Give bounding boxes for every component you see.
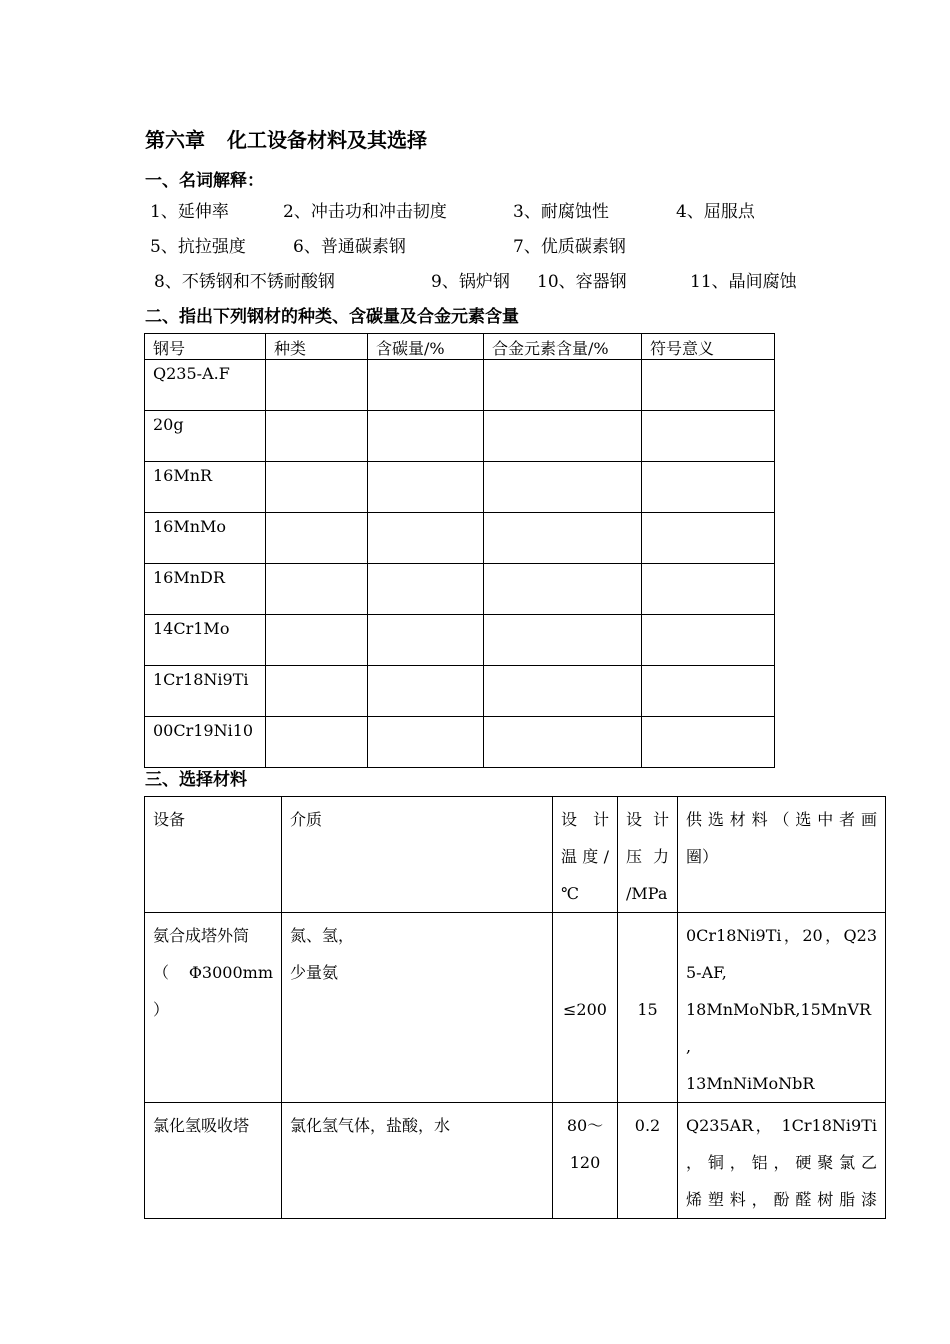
header-line: 设 计 xyxy=(561,810,609,829)
empty-cell xyxy=(642,615,775,666)
cell-line: Q235AR， 1Cr18Ni9Ti xyxy=(686,1116,877,1135)
header-cell-pressure xyxy=(618,797,678,913)
header-cell: 种类 xyxy=(266,334,368,360)
steel-grade-cell: Q235-A.F xyxy=(145,360,266,411)
header-cell: 钢号 xyxy=(145,334,266,360)
empty-cell xyxy=(484,615,642,666)
empty-cell xyxy=(642,513,775,564)
header-line: /MPa xyxy=(626,884,668,903)
section1-heading: 一、名词解释： xyxy=(145,171,264,191)
empty-cell xyxy=(368,513,484,564)
term-item: 3、耐腐蚀性 xyxy=(513,202,609,222)
term-item: 6、普通碳素钢 xyxy=(293,237,406,257)
cell-line: 少量氨 xyxy=(290,963,339,982)
table-row xyxy=(145,666,775,717)
chapter-number: 第六章 xyxy=(145,128,205,152)
table-row xyxy=(145,411,775,462)
empty-cell xyxy=(484,564,642,615)
chapter-name: 化工设备材料及其选择 xyxy=(227,128,427,152)
header-cell: 符号意义 xyxy=(642,334,775,360)
term-item: 5、抗拉强度 xyxy=(150,237,246,257)
table-row xyxy=(145,1103,886,1219)
cell-line: 氮、氢， xyxy=(290,926,355,945)
equipment-cell xyxy=(145,1103,282,1219)
header-cell-temp xyxy=(553,797,618,913)
steel-grade-cell: 00Cr19Ni10 xyxy=(145,717,266,768)
chapter-title xyxy=(145,124,427,153)
temp-cell: ≤200 xyxy=(553,913,618,1103)
empty-cell xyxy=(642,666,775,717)
header-line: 设 计 xyxy=(626,810,669,829)
empty-cell xyxy=(642,717,775,768)
steel-grades-table xyxy=(144,333,775,768)
pressure-cell: 15 xyxy=(618,913,678,1103)
table-row xyxy=(145,615,775,666)
header-line: 圈） xyxy=(686,847,719,866)
steel-grade-cell: 16MnR xyxy=(145,462,266,513)
medium-cell xyxy=(282,1103,553,1219)
cell-line: 5-AF, xyxy=(686,963,727,982)
header-cell: 合金元素含量/% xyxy=(484,334,642,360)
cell-line: 烯塑料，酚醛树脂漆 xyxy=(686,1190,877,1209)
header-line: 压 力 xyxy=(626,847,669,866)
table-row xyxy=(145,717,775,768)
empty-cell xyxy=(368,462,484,513)
term-item: 11、晶间腐蚀 xyxy=(690,272,797,292)
empty-cell xyxy=(266,462,368,513)
equipment-cell xyxy=(145,913,282,1103)
empty-cell xyxy=(368,666,484,717)
empty-cell xyxy=(484,513,642,564)
section3-heading: 三、选择材料 xyxy=(145,770,247,790)
table-header-row xyxy=(145,334,775,360)
term-item: 10、容器钢 xyxy=(537,272,627,292)
materials-cell xyxy=(678,1103,886,1219)
empty-cell xyxy=(642,564,775,615)
cell-line: 0Cr18Ni9Ti，20，Q23 xyxy=(686,926,877,945)
empty-cell xyxy=(484,360,642,411)
header-cell: 设备 xyxy=(145,797,282,913)
term-item: 1、延伸率 xyxy=(150,202,229,222)
table-header-row xyxy=(145,797,886,913)
empty-cell xyxy=(266,615,368,666)
cell-line: , xyxy=(686,1037,692,1056)
empty-cell xyxy=(484,411,642,462)
header-cell: 介质 xyxy=(282,797,553,913)
term-item: 7、优质碳素钢 xyxy=(513,237,626,257)
table-row xyxy=(145,913,886,1103)
empty-cell xyxy=(266,411,368,462)
empty-cell xyxy=(642,411,775,462)
cell-line: 18MnMoNbR,15MnVR xyxy=(686,1000,872,1019)
table-row xyxy=(145,462,775,513)
header-line: 供选材料（选中者画 xyxy=(686,810,877,829)
term-item: 4、屈服点 xyxy=(676,202,755,222)
empty-cell xyxy=(484,666,642,717)
steel-grade-cell: 1Cr18Ni9Ti xyxy=(145,666,266,717)
table-row xyxy=(145,360,775,411)
medium-cell xyxy=(282,913,553,1103)
steel-grade-cell: 16MnMo xyxy=(145,513,266,564)
section2-heading: 二、指出下列钢材的种类、含碳量及合金元素含量 xyxy=(145,307,519,327)
header-line: ℃ xyxy=(561,884,579,903)
empty-cell xyxy=(368,564,484,615)
temp-cell: 80～ 120 xyxy=(553,1103,618,1219)
table-row xyxy=(145,564,775,615)
empty-cell xyxy=(368,360,484,411)
cell-line: ） xyxy=(153,1000,170,1019)
cell-line: （ Φ3000mm xyxy=(153,963,273,982)
empty-cell xyxy=(266,513,368,564)
empty-cell xyxy=(642,462,775,513)
empty-cell xyxy=(368,411,484,462)
material-selection-table xyxy=(144,796,886,1219)
empty-cell xyxy=(266,717,368,768)
steel-grade-cell: 20g xyxy=(145,411,266,462)
empty-cell xyxy=(484,462,642,513)
cell-line: 氨合成塔外筒 xyxy=(153,926,250,945)
empty-cell xyxy=(266,360,368,411)
steel-grade-cell: 14Cr1Mo xyxy=(145,615,266,666)
empty-cell xyxy=(266,666,368,717)
term-item: 8、不锈钢和不锈耐酸钢 xyxy=(154,272,335,292)
header-cell: 含碳量/% xyxy=(368,334,484,360)
cell-line: ，铜，铝，硬聚氯乙 xyxy=(686,1153,877,1172)
header-cell-materials xyxy=(678,797,886,913)
steel-grade-cell: 16MnDR xyxy=(145,564,266,615)
term-item: 2、冲击功和冲击韧度 xyxy=(283,202,447,222)
cell-line: 13MnNiMoNbR xyxy=(686,1074,815,1093)
empty-cell xyxy=(368,717,484,768)
table-row xyxy=(145,513,775,564)
pressure-cell: 0.2 xyxy=(618,1103,678,1219)
empty-cell xyxy=(266,564,368,615)
term-item: 9、锅炉钢 xyxy=(431,272,510,292)
materials-cell xyxy=(678,913,886,1103)
header-line: 温度/ xyxy=(561,847,609,866)
cell-line: 氯化氢吸收塔 xyxy=(153,1116,250,1135)
empty-cell xyxy=(484,717,642,768)
cell-line: 氯化氢气体，盐酸，水 xyxy=(290,1116,451,1135)
empty-cell xyxy=(368,615,484,666)
empty-cell xyxy=(642,360,775,411)
